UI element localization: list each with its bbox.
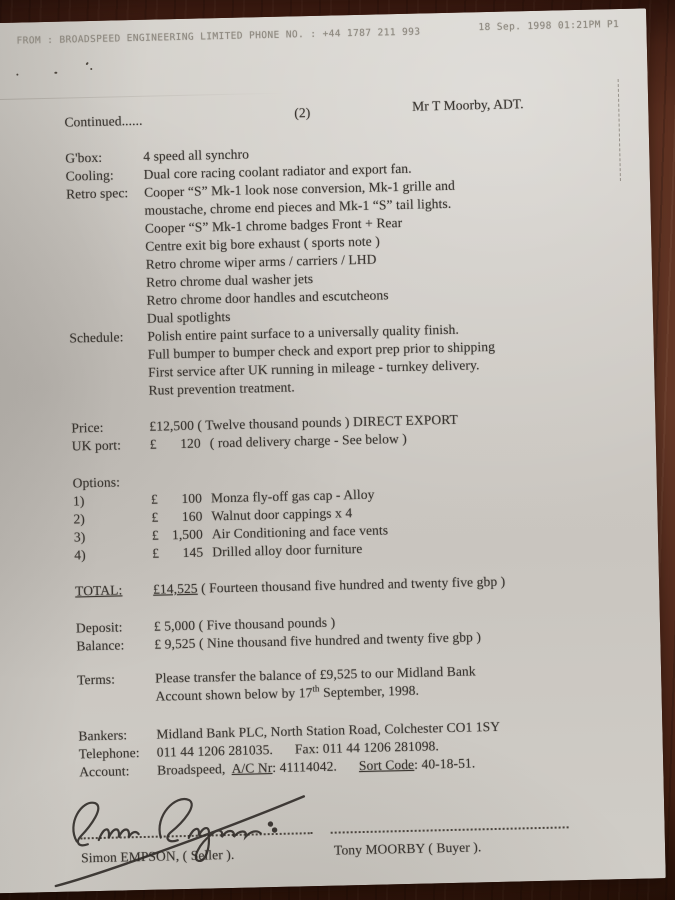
- spec-label: Retro spec:: [65, 185, 129, 202]
- seller-name: Simon EMPSON, ( Seller ).: [81, 846, 235, 866]
- fax-number: Fax: 011 44 1206 281098.: [294, 738, 440, 757]
- spec-label: [70, 346, 148, 366]
- option-desc: Drilled alloy door furniture: [212, 540, 363, 560]
- recipient-name: Mr T Moorby, ADT.: [412, 96, 524, 114]
- fax-from-line: FROM : BROADSPEED ENGINEERING LIMITED PHONE NO. : +44 1787 211 993: [16, 26, 421, 47]
- terms-line2-sup: th: [312, 683, 320, 694]
- uk-port-label: UK port:: [71, 437, 122, 454]
- deposit-balance-block: [76, 607, 622, 655]
- bankers-label: Bankers:: [78, 727, 128, 744]
- account-label: Account:: [79, 763, 130, 780]
- option-desc: Air Conditioning and face vents: [211, 522, 389, 542]
- spec-label: G'box:: [65, 149, 103, 166]
- spec-label: Schedule:: [69, 329, 124, 346]
- continued-label: Continued......: [64, 112, 143, 130]
- total-desc: ( Fourteen thousand five hundred and twenty five gbp ): [197, 573, 506, 596]
- deposit-value: £ 5,000 ( Five thousand pounds ): [153, 614, 336, 634]
- option-number: 4): [74, 547, 86, 563]
- spec-label: [68, 274, 146, 294]
- option-amount: 145: [182, 544, 204, 561]
- spec-label: [67, 238, 145, 258]
- telephone-label: Telephone:: [78, 745, 140, 762]
- currency-symbol: £: [151, 509, 159, 525]
- fax-date-line: 18 Sep. 1998 01:21PM P1: [478, 18, 620, 34]
- spec-text: Retro chrome dual washer jets: [145, 270, 314, 290]
- sortcode-label: Sort Code: [358, 756, 415, 774]
- option-amount: 100: [181, 490, 203, 507]
- spec-text: Retro chrome wiper arms / carriers / LHD: [145, 251, 377, 272]
- uk-port-amount: 120: [180, 435, 201, 452]
- spec-label: [67, 220, 145, 240]
- total-amount: £14,525: [152, 580, 198, 597]
- spec-text: Retro chrome door handles and escutcheons: [146, 287, 389, 308]
- spec-text: Polish entire paint surface to a universally quality finish.: [147, 321, 460, 344]
- page-number: (2): [294, 105, 311, 121]
- bankers-value: Midland Bank PLC, North Station Road, Colchester CO1 1SY: [156, 718, 501, 742]
- paper-crease: [0, 93, 286, 101]
- currency-symbol: £: [149, 436, 157, 452]
- spec-text: Dual spotlights: [146, 308, 231, 326]
- terms-text: [155, 659, 623, 706]
- spec-label: [70, 364, 148, 384]
- option-desc: Walnut door cappings x 4: [211, 505, 353, 524]
- options-block: [72, 462, 619, 564]
- spec-label: [70, 382, 148, 402]
- option-amount: 1,500: [171, 526, 204, 543]
- account-holder: Broadspeed,: [157, 760, 232, 778]
- option-amount: 160: [181, 508, 203, 525]
- spec-text: Cooper “S” Mk-1 chrome badges Front + Rear: [144, 214, 403, 236]
- spec-label: Cooling:: [65, 167, 114, 184]
- spec-text: 4 speed all synchro: [143, 146, 250, 164]
- price-value: £12,500 ( Twelve thousand pounds ) DIRECT EXPORT: [149, 411, 459, 434]
- spec-text: First service after UK running in mileage - turnkey delivery.: [148, 357, 480, 380]
- balance-label: Balance:: [76, 637, 125, 654]
- price-label: Price:: [71, 419, 104, 436]
- spec-text: moustache, chrome end pieces and Mk-1 “S” tail lights.: [144, 195, 452, 218]
- terms-line1: Please transfer the balance of £9,525 to our Midland Bank: [154, 663, 476, 686]
- buyer-name: Tony MOORBY ( Buyer ).: [333, 839, 482, 858]
- fax-scan-dash-artifact: [618, 79, 621, 181]
- paper-speck: [54, 72, 57, 74]
- option-number: 3): [73, 529, 86, 545]
- paper-speck: [90, 68, 92, 70]
- fax-transmission-header: [0, 18, 646, 47]
- terms-label: Terms:: [76, 671, 116, 688]
- terms-block: [77, 659, 623, 707]
- paper-sheet: [0, 8, 666, 893]
- total-label: TOTAL:: [74, 582, 123, 599]
- acnr-label: A/C Nr: [231, 760, 273, 776]
- telephone-number: 011 44 1206 281035.: [156, 742, 274, 760]
- spec-label: [68, 256, 146, 276]
- currency-symbol: £: [152, 545, 160, 561]
- spec-text: Full bumper to bumper check and export prep prior to shipping: [147, 338, 496, 362]
- paper-speck: [85, 62, 88, 66]
- acnr-value: : 41114042.: [272, 758, 338, 776]
- terms-line2-pre: Account shown below by 17: [155, 685, 313, 704]
- handwritten-signature: [41, 775, 343, 892]
- paper-speck: [16, 74, 18, 76]
- spec-text: Rust prevention treatment.: [148, 379, 295, 398]
- currency-symbol: £: [151, 527, 159, 543]
- total-value: [153, 570, 620, 599]
- total-row: [75, 570, 620, 600]
- spec-text: Centre exit big bore exhaust ( sports note ): [145, 233, 381, 254]
- currency-symbol: £: [150, 491, 159, 507]
- price-block: [71, 407, 617, 455]
- spec-label: [68, 292, 146, 312]
- spec-text: Cooper “S” Mk-1 look nose conversion, Mk-1 grille and: [143, 177, 456, 200]
- sortcode-value: : 40-18-51.: [414, 755, 476, 772]
- option-number: 2): [73, 511, 86, 527]
- spec-label: [66, 202, 144, 222]
- option-number: 1): [72, 493, 85, 509]
- balance-value: £ 9,525 ( Nine thousand five hundred and twenty five gbp ): [154, 629, 482, 652]
- spec-text: Dual core racing coolant radiator and export fan.: [143, 160, 412, 182]
- bank-block: [78, 715, 639, 782]
- buyer-signature-line: [331, 826, 569, 833]
- options-title: Options:: [72, 474, 121, 491]
- spec-block: [65, 137, 616, 401]
- option-desc: Monza fly-off gas cap - Alloy: [210, 486, 375, 506]
- uk-port-desc: ( road delivery charge - See below ): [209, 430, 408, 451]
- terms-line2-post: September, 1998.: [319, 682, 420, 700]
- deposit-label: Deposit:: [75, 619, 123, 636]
- spec-label: [69, 310, 147, 330]
